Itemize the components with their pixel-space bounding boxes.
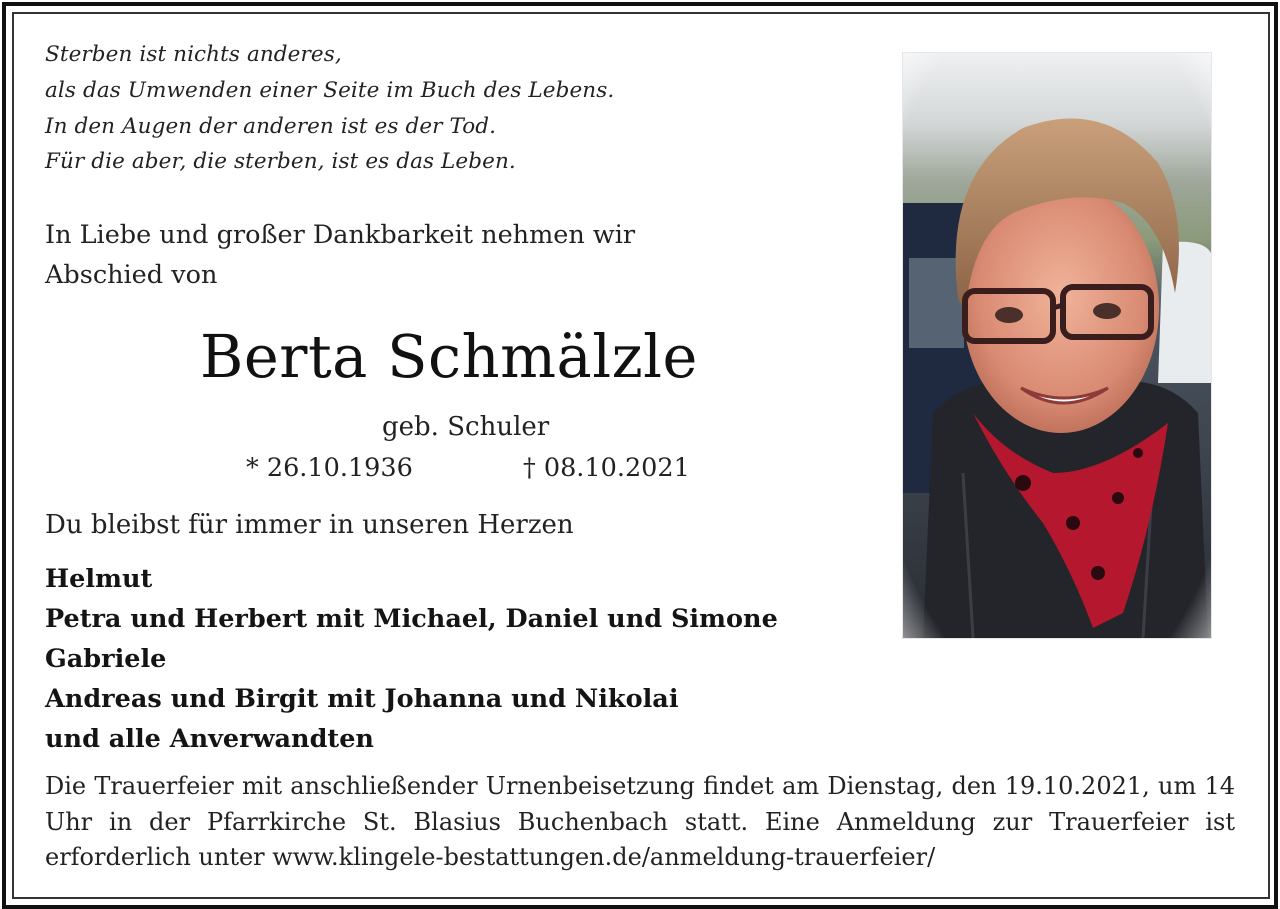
motto: Du bleibst für immer in unseren Herzen <box>45 510 574 540</box>
birth-name: geb. Schuler <box>382 412 550 442</box>
mourner-line: und alle Anverwandten <box>45 724 374 754</box>
deceased-name: Berta Schmälzle <box>200 322 698 391</box>
intro-line: Abschied von <box>45 260 218 290</box>
funeral-notice: Die Trauerfeier mit anschließender Urnenbeisetzung findet am Dienstag, den 19.10.2021, um 14 Uhr in der Pfarrkirche St. Blasius Buchenbach statt. Eine Anmeldung zur Trauerfeier ist erforderlich unter www.klingele-bestattungen.de/anmeldung-trauerfeier/ <box>45 772 1235 871</box>
poem-line: Für die aber, die sterben, ist es das Leben. <box>45 149 516 174</box>
birth-date: * 26.10.1936 <box>246 453 413 483</box>
mourner-line: Andreas und Birgit mit Johanna und Nikolai <box>45 684 679 714</box>
mourner-line: Gabriele <box>45 644 167 674</box>
poem-line: als das Umwenden einer Seite im Buch des Lebens. <box>45 78 615 103</box>
intro-line: In Liebe und großer Dankbarkeit nehmen wir <box>45 220 636 250</box>
poem-line: In den Augen der anderen ist es der Tod. <box>45 114 497 139</box>
poem-line: Sterben ist nichts anderes, <box>45 42 342 67</box>
mourner-line: Petra und Herbert mit Michael, Daniel und Simone <box>45 604 778 634</box>
death-date: † 08.10.2021 <box>523 453 690 483</box>
portrait-photo <box>902 52 1212 639</box>
mourner-line: Helmut <box>45 564 153 594</box>
